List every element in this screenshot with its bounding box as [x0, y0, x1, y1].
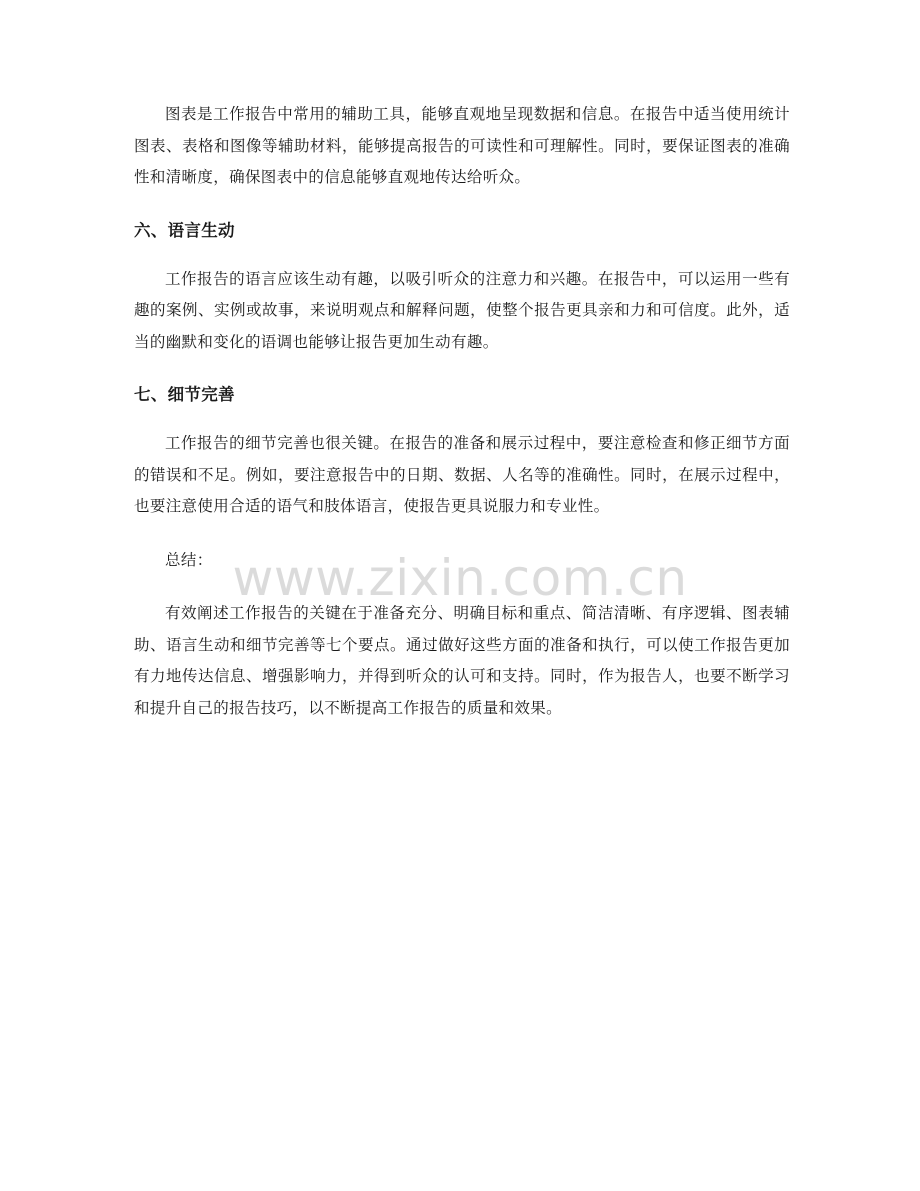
section-paragraph-language: 工作报告的语言应该生动有趣，以吸引听众的注意力和兴趣。在报告中，可以运用一些有趣的案例、实例或故事，来说明观点和解释问题，使整个报告更具亲和力和可信度。此外，适当的幽默和变化的语调也能够让报告更加生动有趣。 — [134, 269, 790, 351]
section-paragraph-details: 工作报告的细节完善也很关键。在报告的准备和展示过程中，要注意检查和修正细节方面的错误和不足。例如，要注意报告中的日期、数据、人名等的准确性。同时，在展示过程中，也要注意使用合适的语气和肢体语言，使报告更具说服力和专业性。 — [134, 434, 790, 515]
summary-label: 总结： — [165, 550, 213, 569]
intro-paragraph: 图表是工作报告中常用的辅助工具，能够直观地呈现数据和信息。在报告中适当使用统计图表、表格和图像等辅助材料，能够提高报告的可读性和可理解性。同时，要保证图表的准确性和清晰度，确保图表中的信息能够直观地传达给听众。 — [134, 105, 790, 186]
document-body — [134, 99, 790, 724]
section-heading-details: 七、细节完善 — [134, 385, 235, 404]
watermark: www.zixin.com.cn — [232, 549, 688, 607]
section-heading-language: 六、语言生动 — [134, 220, 235, 240]
summary-paragraph: 有效阐述工作报告的关键在于准备充分、明确目标和重点、简洁清晰、有序逻辑、图表辅助、语言生动和细节完善等七个要点。通过做好这些方面的准备和执行，可以使工作报告更加有力地传达信息、增强影响力，并得到听众的认可和支持。同时，作为报告人，也要不断学习和提升自己的报告技巧，以不断提高工作报告的质量和效果。 — [134, 604, 790, 717]
